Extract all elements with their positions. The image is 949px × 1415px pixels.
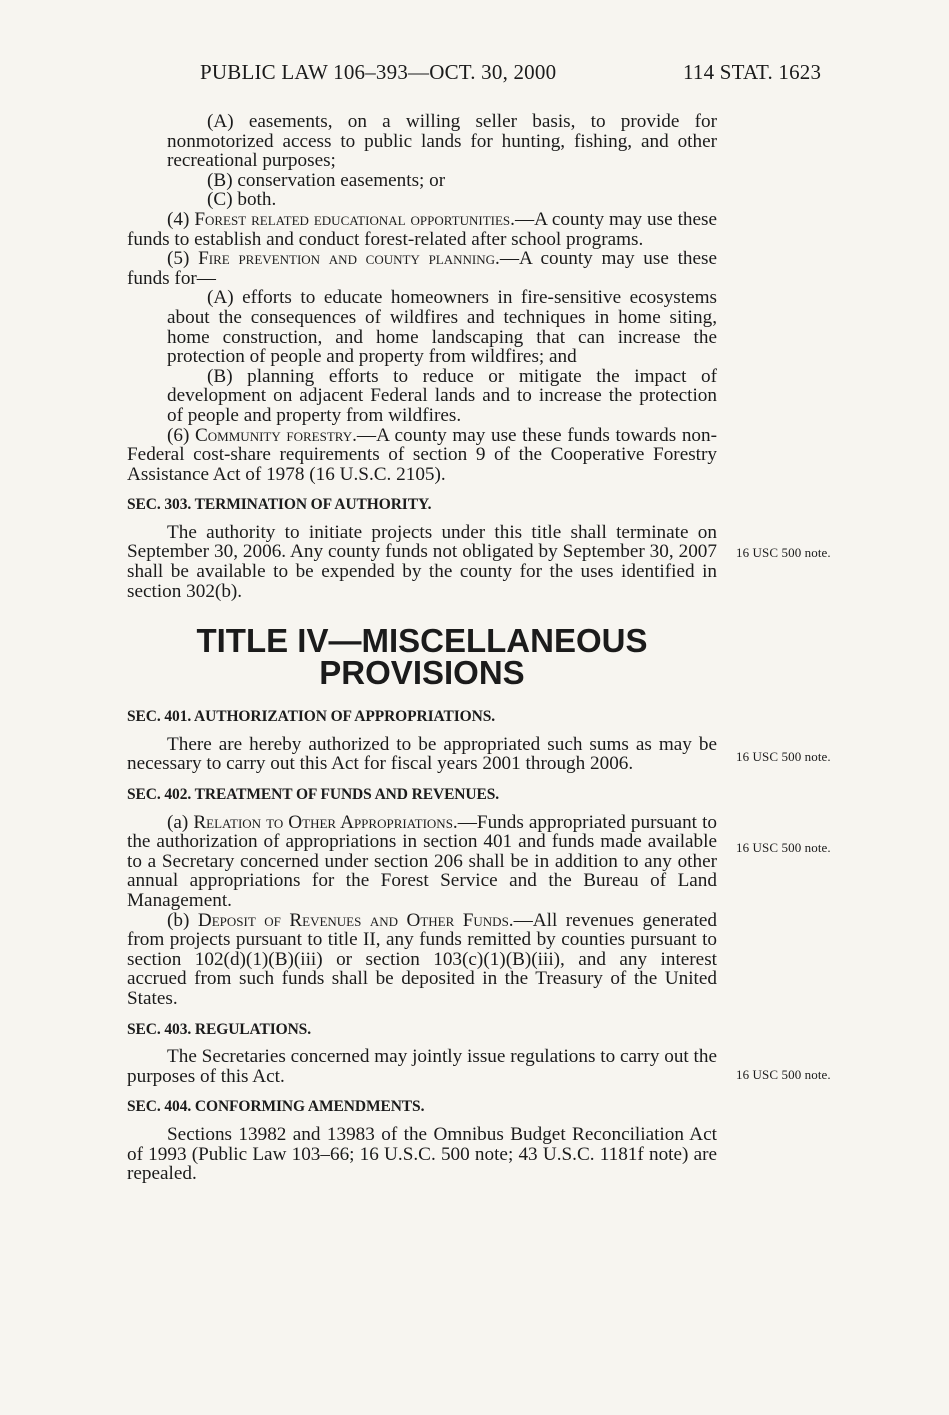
paragraph-4 — [127, 210, 717, 249]
document-body — [127, 112, 717, 1184]
paragraph-5-A: (A) efforts to educate homeowners in fire-sensitive ecosystems about the consequences of wildfires and techniques in home siting, home construction, and home landscaping that can increase the protection of people and property from wildfires; and — [167, 287, 717, 368]
title-iv-line-2: PROVISIONS — [319, 654, 525, 692]
section-403-heading: SEC. 403. REGULATIONS. — [127, 1020, 311, 1038]
section-401-text: There are hereby authorized to be appropriated such sums as may be necessary to carry out this Act for fiscal years 2001 through 2006. — [127, 733, 717, 775]
title-iv-line-1: TITLE IV—MISCELLANEOUS — [196, 622, 648, 660]
section-303-heading: SEC. 303. TERMINATION OF AUTHORITY. — [127, 496, 432, 514]
paragraph-5-number: (5) — [167, 248, 199, 270]
paragraph-6-heading: Community forestry. — [195, 424, 357, 446]
running-header-stat-page: 114 STAT. 1623 — [683, 60, 822, 84]
paragraph-5 — [127, 249, 717, 288]
paragraph-6-number: (6) — [167, 424, 195, 446]
section-402-a-number: (a) — [167, 811, 194, 833]
paragraph-6 — [127, 426, 717, 485]
section-402-b-heading: Deposit of Revenues and Other Funds. — [197, 909, 514, 931]
paragraph-4-number: (4) — [167, 208, 195, 230]
section-402-heading: SEC. 402. TREATMENT OF FUNDS AND REVENUES. — [127, 786, 500, 804]
paragraph-3-C: (C) both. — [207, 189, 277, 211]
section-303-text: The authority to initiate projects under this title shall terminate on September 30, 2006. Any county funds not obligated by September 30, 2007 shall be available to be expended by the county for the uses identified in section 302(b). — [127, 521, 717, 602]
margin-note-section-402: 16 USC 500 note. — [736, 840, 831, 855]
paragraph-6-text: —A county may use these funds towards non-Federal cost-share requirements of section 9 of the Cooperative Forestry Assistance Act of 1978 (16 U.S.C. 2105). — [127, 424, 718, 485]
margin-note-section-303: 16 USC 500 note. — [736, 545, 831, 560]
paragraph-5-text: —A county may use these funds for— — [127, 248, 717, 289]
section-404-heading: SEC. 404. CONFORMING AMENDMENTS. — [127, 1098, 425, 1116]
margin-note-section-401: 16 USC 500 note. — [736, 749, 831, 764]
paragraph-4-text: —A county may use these funds to establish and conduct forest-related after school programs. — [127, 208, 718, 250]
paragraph-3-B: (B) conservation easements; or — [207, 169, 446, 191]
section-402-a-heading: Relation to Other Appropriations. — [193, 811, 458, 833]
paragraph-3-A: (A) easements, on a willing seller basis, to provide for nonmotorized access to public lands for hunting, fishing, and other recreational purposes; — [167, 111, 717, 172]
section-402-b-number: (b) — [167, 909, 198, 931]
section-404-text: Sections 13982 and 13983 of the Omnibus Budget Reconciliation Act of 1993 (Public Law 103–66; 16 U.S.C. 500 note; 43 U.S.C. 1181f note) are repealed. — [127, 1123, 717, 1185]
paragraph-4-heading: Forest related educational opportunities. — [194, 208, 515, 230]
section-402-b — [127, 911, 717, 1009]
section-403-text: The Secretaries concerned may jointly issue regulations to carry out the purposes of this Act. — [127, 1046, 717, 1087]
margin-note-section-403: 16 USC 500 note. — [736, 1067, 831, 1082]
section-402-a — [127, 813, 717, 911]
section-402-a-text: —Funds appropriated pursuant to the authorization of appropriations in section 401 and funds made available to a Secretary concerned under section 206 shall be in addition to any other annual appropriations for the Forest Service and the Bureau of Land Management. — [127, 811, 717, 911]
paragraph-5-heading: Fire prevention and county planning. — [198, 248, 500, 270]
section-402-b-text: —All revenues generated from projects pursuant to title II, any funds remitted by counties pursuant to section 102(d)(1)(B)(iii) or section 103(c)(1)(B)(iii), and any interest accrued from such funds shall be deposited in the Treasury of the United States. — [127, 909, 718, 1009]
section-401-heading: SEC. 401. AUTHORIZATION OF APPROPRIATIONS. — [127, 708, 495, 726]
paragraph-5-B: (B) planning efforts to reduce or mitigate the impact of development on adjacent Federal lands and to increase the protection of people and property from wildfires. — [167, 365, 717, 426]
title-iv-heading — [127, 622, 717, 692]
running-header-citation: PUBLIC LAW 106–393—OCT. 30, 2000 — [200, 60, 557, 84]
